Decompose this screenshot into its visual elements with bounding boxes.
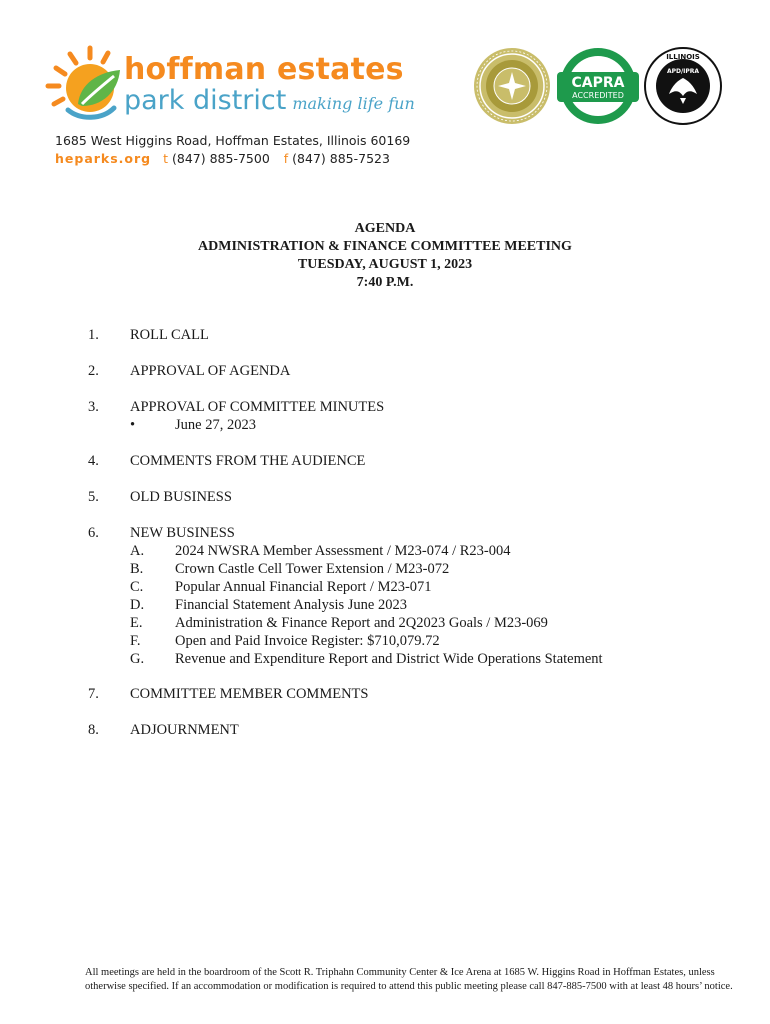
subitem-text: Revenue and Expenditure Report and District Wide Operations Statement xyxy=(175,651,603,667)
meeting-time: 7:40 P.M. xyxy=(356,275,414,290)
apd-ipra-label: APD/IPRA xyxy=(666,68,700,75)
agenda-title-block xyxy=(0,220,770,292)
subitem-letter: E. xyxy=(130,615,143,631)
org-name-line2-text: park district xyxy=(124,85,287,116)
subitem-text: Popular Annual Financial Report / M23-071 xyxy=(175,579,432,595)
subitem-letter: G. xyxy=(130,651,145,667)
item-number: 5. xyxy=(88,489,99,505)
org-name-line1: hoffman estates xyxy=(124,52,404,87)
tagline: making life fun xyxy=(292,94,415,113)
fax-prefix: f xyxy=(283,151,289,166)
item-text: COMMENTS FROM THE AUDIENCE xyxy=(130,453,366,469)
item-number: 1. xyxy=(88,327,99,343)
subitem-letter: B. xyxy=(130,561,144,577)
subitem-text: 2024 NWSRA Member Assessment / M23-074 / R23-004 xyxy=(175,543,511,559)
illinois-label: ILLINOIS xyxy=(666,53,700,61)
item-text: ADJOURNMENT xyxy=(130,722,239,738)
gold-medal-seal xyxy=(472,46,552,126)
phone-number: (847) 885-7500 xyxy=(172,151,270,166)
item-number: 6. xyxy=(88,525,99,541)
footer-note: All meetings are held in the boardroom of the Scott R. Triphahn Community Center & Ice Arena at 1685 W. Higgins Road in Hoffman Estates, unless otherwise specified. If an accommodation or modification is required to attend this public meeting please call 847-885-7500 with at least 48 hours’ notice. xyxy=(85,967,733,992)
item-number: 4. xyxy=(88,453,99,469)
subitem-letter: C. xyxy=(130,579,144,595)
minutes-date: June 27, 2023 xyxy=(175,417,256,433)
item-number: 3. xyxy=(88,399,99,415)
capra-accredited-badge xyxy=(555,46,641,126)
subitem-text: Financial Statement Analysis June 2023 xyxy=(175,597,407,613)
meeting-name: ADMINISTRATION & FINANCE COMMITTEE MEETING xyxy=(198,239,572,254)
org-wordmark xyxy=(124,54,415,119)
subitem-text: Crown Castle Cell Tower Extension / M23-072 xyxy=(175,561,450,577)
illinois-distinguished-agency-seal xyxy=(643,46,723,126)
capra-accredited-label: ACCREDITED xyxy=(572,91,624,100)
item-text: APPROVAL OF AGENDA xyxy=(130,363,291,379)
website-link[interactable]: heparks.org xyxy=(55,151,152,166)
item-number: 8. xyxy=(88,722,99,738)
org-name-line2 xyxy=(124,86,415,119)
subitem-letter: F. xyxy=(130,633,141,649)
subitem-letter: D. xyxy=(130,597,145,613)
capra-label: CAPRA xyxy=(571,75,625,91)
meeting-date: TUESDAY, AUGUST 1, 2023 xyxy=(297,257,473,272)
item-text: NEW BUSINESS xyxy=(130,525,235,541)
item-text: ROLL CALL xyxy=(130,327,209,343)
fax-number: (847) 885-7523 xyxy=(292,151,390,166)
item-number: 2. xyxy=(88,363,99,379)
address: 1685 West Higgins Road, Hoffman Estates, Illinois 60169 xyxy=(55,133,411,148)
item-number: 7. xyxy=(88,686,99,702)
contact-line xyxy=(55,151,390,166)
item-text: OLD BUSINESS xyxy=(130,489,232,505)
bullet-icon: • xyxy=(130,417,136,433)
item-text: APPROVAL OF COMMITTEE MINUTES xyxy=(130,399,385,415)
subitem-text: Open and Paid Invoice Register: $710,079.72 xyxy=(175,633,440,649)
phone-prefix: t xyxy=(163,151,169,166)
agenda-heading: AGENDA xyxy=(354,221,416,236)
item-text: COMMITTEE MEMBER COMMENTS xyxy=(130,686,369,702)
subitem-letter: A. xyxy=(130,543,145,559)
subitem-text: Administration & Finance Report and 2Q2023 Goals / M23-069 xyxy=(175,615,548,631)
